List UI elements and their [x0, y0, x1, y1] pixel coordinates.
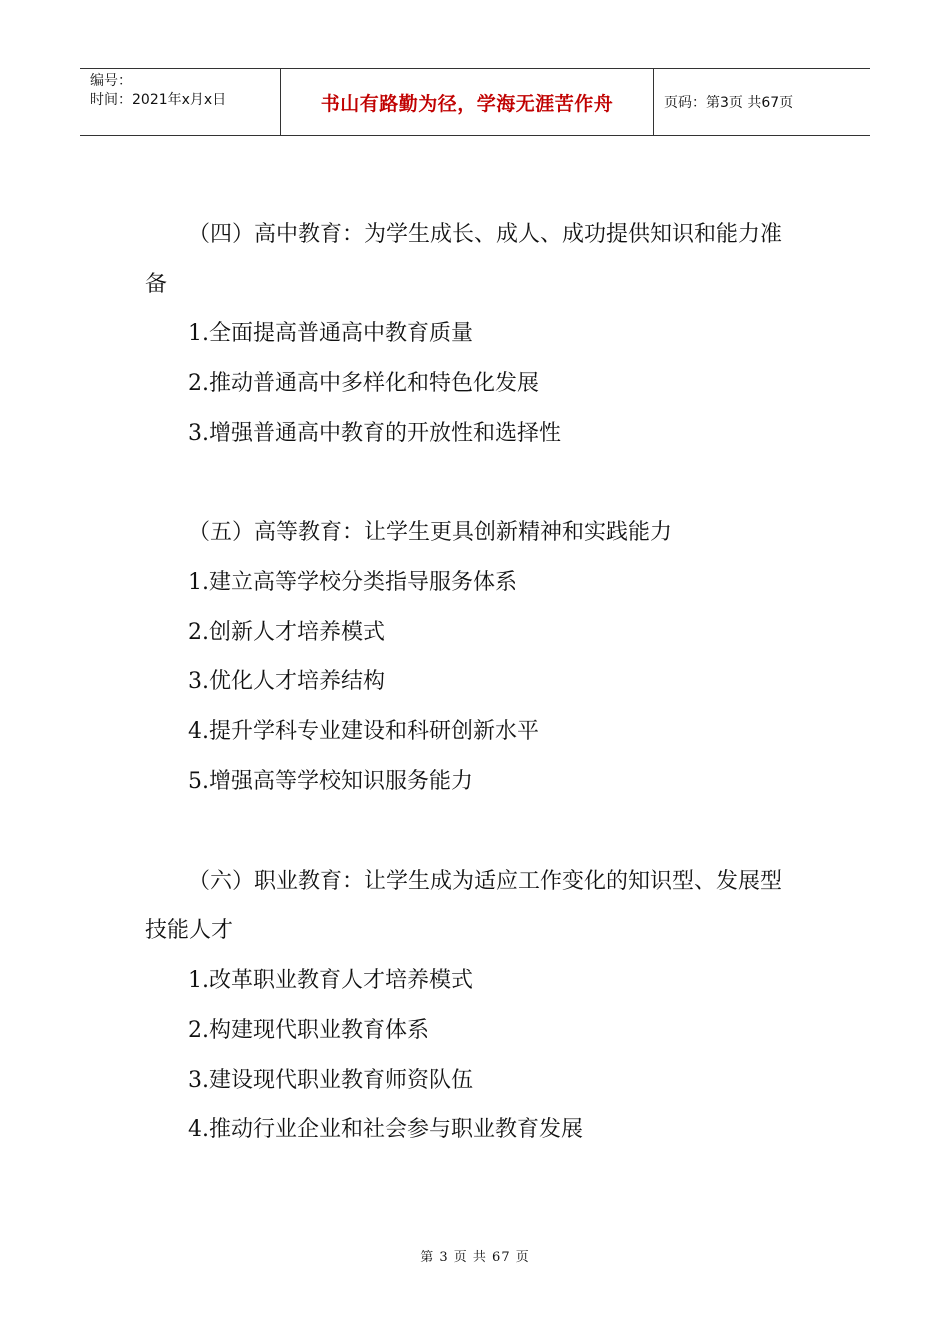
header-page-info: 页码：第3页 共67页 [664, 95, 794, 111]
list-item: 3.增强普通高中教育的开放性和选择性 [188, 421, 561, 446]
section-heading: （四）高中教育：为学生成长、成人、成功提供知识和能力准 [188, 222, 783, 247]
list-item: 4.提升学科专业建设和科研创新水平 [188, 719, 539, 744]
section-heading-continued: 备 [145, 272, 168, 297]
page-footer: 第 3 页 共 67 页 [420, 1250, 530, 1265]
list-item: 1.建立高等学校分类指导服务体系 [188, 570, 517, 595]
list-item: 4.推动行业企业和社会参与职业教育发展 [188, 1117, 583, 1142]
section-heading: （六）职业教育：让学生成为适应工作变化的知识型、发展型 [188, 869, 783, 894]
list-item: 2.推动普通高中多样化和特色化发展 [188, 371, 539, 396]
list-item: 3.优化人才培养结构 [188, 669, 385, 694]
header-meta [80, 69, 281, 135]
list-item: 2.创新人才培养模式 [188, 620, 385, 645]
header-time-label: 时间：2021年x月x日 [90, 92, 227, 108]
page-header [80, 68, 870, 136]
section-heading: （五）高等教育：让学生更具创新精神和实践能力 [188, 520, 673, 545]
list-item: 1.全面提高普通高中教育质量 [188, 321, 473, 346]
list-item: 5.增强高等学校知识服务能力 [188, 769, 473, 794]
list-item: 3.建设现代职业教育师资队伍 [188, 1068, 473, 1093]
header-number-label: 编号： [90, 73, 132, 89]
list-item: 1.改革职业教育人才培养模式 [188, 968, 473, 993]
header-motto: 书山有路勤为径，学海无涯苦作舟 [281, 69, 654, 135]
list-item: 2.构建现代职业教育体系 [188, 1018, 429, 1043]
section-heading-continued: 技能人才 [145, 918, 234, 943]
